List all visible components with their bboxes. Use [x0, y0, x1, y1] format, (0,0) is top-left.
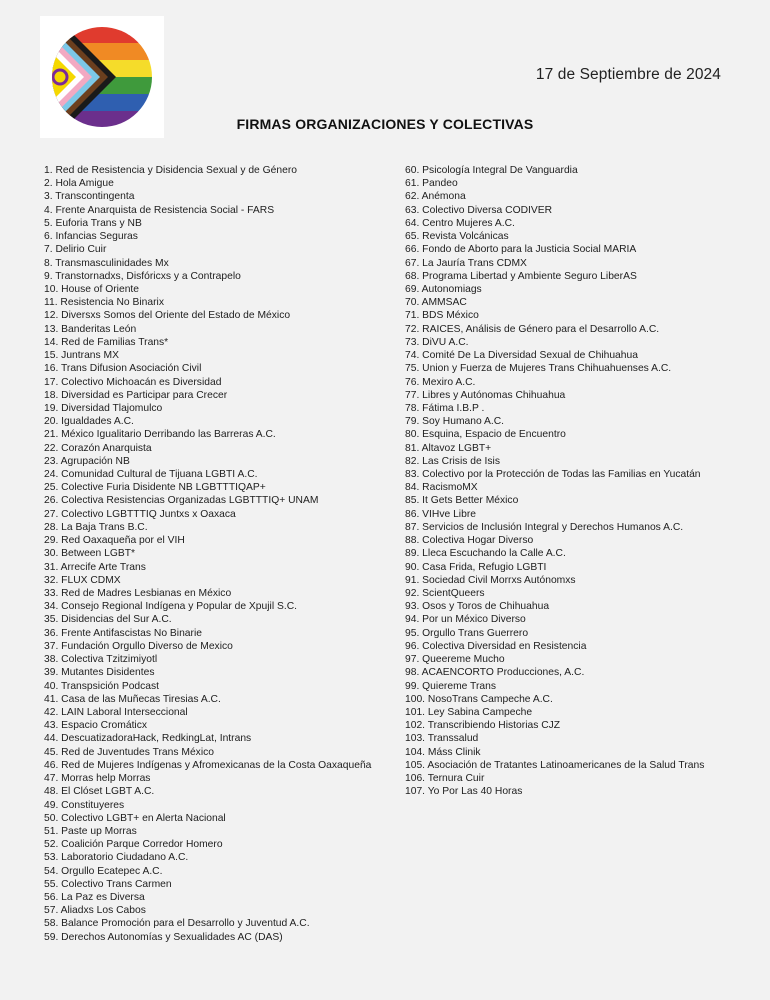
signatory-item: 58. Balance Promoción para el Desarrollo y Juventud A.C. — [44, 918, 310, 930]
signatory-item: 89. Lleca Escuchando la Calle A.C. — [405, 548, 566, 560]
signatory-item: 49. Constituyeres — [44, 799, 125, 811]
signatory-item: 18. Diversidad es Participar para Crecer — [44, 389, 228, 401]
signatory-item: 46. Red de Mujeres Indígenas y Afromexicanas de la Costa Oaxaqueña — [44, 759, 372, 771]
signatory-item: 95. Orgullo Trans Guerrero — [405, 627, 529, 639]
signatory-item: 12. Diversxs Somos del Oriente del Estado de México — [44, 310, 291, 322]
signatory-item: 74. Comité De La Diversidad Sexual de Chihuahua — [405, 350, 638, 362]
signatory-item: 101. Ley Sabina Campeche — [405, 706, 533, 718]
signatory-item: 105. Asociación de Tratantes Latinoamericanes de la Salud Trans — [405, 759, 705, 771]
signatory-item: 34. Consejo Regional Indígena y Popular de Xpujil S.C. — [44, 601, 298, 613]
signatory-item: 38. Colectiva Tzitzimiyotl — [44, 654, 158, 666]
signatory-item: 29. Red Oaxaqueña por el VIH — [44, 535, 185, 547]
signatory-item: 77. Libres y Autónomas Chihuahua — [405, 389, 566, 401]
signatory-item: 11. Resistencia No Binarix — [44, 297, 164, 309]
signatory-item: 3. Transcontingenta — [44, 191, 135, 203]
signatory-item: 63. Colectivo Diversa CODIVER — [405, 204, 553, 216]
signatory-item: 94. Por un México Diverso — [405, 614, 526, 626]
signatories-list-left — [44, 164, 394, 944]
signatory-item: 103. Transsalud — [405, 733, 479, 745]
signatory-item: 26. Colectiva Resistencias Organizadas LGBTTTIQ+ UNAM — [44, 495, 319, 507]
signatory-item: 75. Union y Fuerza de Mujeres Trans Chihuahuenses A.C. — [405, 363, 672, 375]
signatory-item: 104. Máss Clinik — [405, 746, 481, 758]
signatory-item: 79. Soy Humano A.C. — [405, 416, 505, 428]
signatory-item: 71. BDS México — [405, 310, 479, 322]
signatory-item: 96. Colectiva Diversidad en Resistencia — [405, 640, 587, 652]
signatory-item: 21. México Igualitario Derribando las Barreras A.C. — [44, 429, 276, 441]
signatory-item: 72. RAICES, Análisis de Género para el Desarrollo A.C. — [405, 323, 660, 335]
signatory-item: 24. Comunidad Cultural de Tijuana LGBTI A.C. — [44, 469, 258, 481]
signatory-item: 27. Colectivo LGBTTTIQ Juntxs x Oaxaca — [44, 508, 236, 520]
signatories-list-right — [405, 164, 740, 799]
signatory-item: 64. Centro Mujeres A.C. — [405, 217, 515, 229]
signatory-item: 30. Between LGBT* — [44, 548, 136, 560]
signatory-item: 78. Fátima I.B.P . — [405, 402, 485, 414]
signatory-item: 14. Red de Familias Trans* — [44, 336, 169, 348]
signatory-item: 83. Colectivo por la Protección de Todas las Familias en Yucatán — [405, 469, 701, 481]
signatory-item: 33. Red de Madres Lesbianas en México — [44, 588, 232, 599]
signatory-item: 51. Paste up Morras — [44, 825, 137, 837]
signatory-item: 86. VIHve Libre — [405, 508, 476, 520]
signatory-item: 40. Transpsición Podcast — [44, 680, 160, 692]
signatory-item: 81. Altavoz LGBT+ — [405, 442, 492, 454]
signatory-item: 6. Infancias Seguras — [44, 231, 138, 243]
signatory-item: 99. Quiereme Trans — [405, 680, 496, 692]
signatory-item: 23. Agrupación NB — [44, 455, 130, 467]
signatory-item: 65. Revista Volcánicas — [405, 231, 509, 243]
signatory-item: 28. La Baja Trans B.C. — [44, 521, 148, 533]
signatory-item: 41. Casa de las Muñecas Tiresias A.C. — [44, 693, 221, 705]
signatory-item: 22. Corazón Anarquista — [44, 442, 152, 454]
signatory-item: 66. Fondo de Aborto para la Justicia Social MARIA — [405, 244, 637, 256]
signatory-item: 90. Casa Frida, Refugio LGBTI — [405, 561, 547, 573]
signatory-item: 35. Disidencias del Sur A.C. — [44, 614, 172, 626]
signatory-item: 47. Morras help Morras — [44, 773, 151, 785]
signatory-item: 36. Frente Antifascistas No Binarie — [44, 627, 202, 639]
signatory-item: 67. La Jauría Trans CDMX — [405, 257, 527, 269]
signatory-item: 43. Espacio Cromáticx — [44, 720, 148, 732]
signatory-item: 48. El Clóset LGBT A.C. — [44, 786, 155, 798]
document-title: FIRMAS ORGANIZACIONES Y COLECTIVAS — [236, 116, 534, 132]
signatory-item: 20. Igualdades A.C. — [44, 416, 134, 428]
signatory-item: 32. FLUX CDMX — [44, 574, 121, 586]
signatory-item: 80. Esquina, Espacio de Encuentro — [405, 429, 566, 441]
signatory-item: 56. La Paz es Diversa — [44, 892, 145, 904]
signatory-item: 7. Delirio Cuir — [44, 244, 107, 256]
signatory-item: 87. Servicios de Inclusión Integral y Derechos Humanos A.C. — [405, 521, 684, 533]
signatory-item: 59. Derechos Autonomías y Sexualidades AC (DAS) — [44, 931, 283, 943]
signatory-item: 97. Queereme Mucho — [405, 654, 505, 666]
signatory-item: 106. Ternura Cuir — [405, 773, 485, 785]
signatory-item: 55. Colectivo Trans Carmen — [44, 878, 172, 890]
signatory-item: 54. Orgullo Ecatepec A.C. — [44, 865, 163, 877]
signatory-item: 37. Fundación Orgullo Diverso de Mexico — [44, 640, 233, 652]
signatory-item: 62. Anémona — [405, 191, 466, 203]
signatory-item: 15. Juntrans MX — [44, 350, 119, 362]
signatory-item: 70. AMMSAC — [405, 297, 467, 309]
signatory-item: 85. It Gets Better México — [405, 495, 519, 507]
signatory-item: 17. Colectivo Michoacán es Diversidad — [44, 376, 222, 388]
signatory-item: 45. Red de Juventudes Trans México — [44, 746, 214, 758]
signatory-item: 76. Mexiro A.C. — [405, 376, 476, 388]
signatory-item: 13. Banderitas León — [44, 323, 137, 335]
signatory-item: 84. RacismoMX — [405, 482, 478, 494]
signatory-item: 50. Colectivo LGBT+ en Alerta Nacional — [44, 812, 226, 824]
signatory-item: 93. Osos y Toros de Chihuahua — [405, 601, 550, 613]
signatory-item: 31. Arrecife Arte Trans — [44, 561, 146, 573]
signatory-item: 98. ACAENCORTO Producciones, A.C. — [405, 667, 585, 679]
flag-circle — [51, 26, 153, 128]
signatory-item: 42. LAIN Laboral Interseccional — [44, 706, 188, 718]
signatory-item: 107. Yo Por Las 40 Horas — [405, 786, 523, 798]
signatory-item: 4. Frente Anarquista de Resistencia Social - FARS — [44, 204, 275, 216]
signatory-item: 44. DescuatizadoraHack, RedkingLat, Intrans — [44, 733, 252, 745]
signatory-item: 39. Mutantes Disidentes — [44, 667, 155, 679]
signatory-item: 69. Autonomiags — [405, 283, 482, 295]
signatory-item: 57. Aliadxs Los Cabos — [44, 905, 146, 917]
signatory-item: 61. Pandeo — [405, 178, 458, 190]
signatory-item: 68. Programa Libertad y Ambiente Seguro LiberAS — [405, 270, 637, 282]
signatory-item: 82. Las Crisis de Isis — [405, 455, 500, 467]
signatory-item: 100. NosoTrans Campeche A.C. — [405, 693, 553, 705]
signatory-item: 52. Coalición Parque Corredor Homero — [44, 839, 223, 851]
signatory-item: 19. Diversidad Tlajomulco — [44, 402, 163, 414]
signatory-item: 88. Colectiva Hogar Diverso — [405, 535, 534, 547]
signatory-item: 8. Transmasculinidades Mx — [44, 257, 169, 269]
signatory-item: 73. DiVU A.C. — [405, 336, 469, 348]
signatory-item: 1. Red de Resistencia y Disidencia Sexual y de Género — [44, 165, 297, 176]
signatory-item: 5. Euforia Trans y NB — [44, 217, 142, 229]
signatory-item: 10. House of Oriente — [44, 283, 140, 295]
signatory-item: 102. Transcribiendo Historias CJZ — [405, 720, 561, 732]
signatory-item: 91. Sociedad Civil Morrxs Autónomxs — [405, 574, 576, 586]
signatory-item: 2. Hola Amigue — [44, 178, 114, 190]
signatory-item: 16. Trans Difusion Asociación Civil — [44, 363, 202, 375]
signatory-item: 25. Colective Furia Disidente NB LGBTTTIQAP+ — [44, 482, 266, 494]
document-date: 17 de Septiembre de 2024 — [535, 66, 721, 83]
signatory-item: 92. ScientQueers — [405, 588, 485, 599]
intersex-progress-pride-flag-logo — [51, 26, 153, 128]
signatory-item: 53. Laboratorio Ciudadano A.C. — [44, 852, 189, 864]
signatory-item: 60. Psicología Integral De Vanguardia — [405, 165, 578, 176]
signatory-item: 9. Transtornadxs, Disfóricxs y a Contrapelo — [44, 270, 241, 282]
